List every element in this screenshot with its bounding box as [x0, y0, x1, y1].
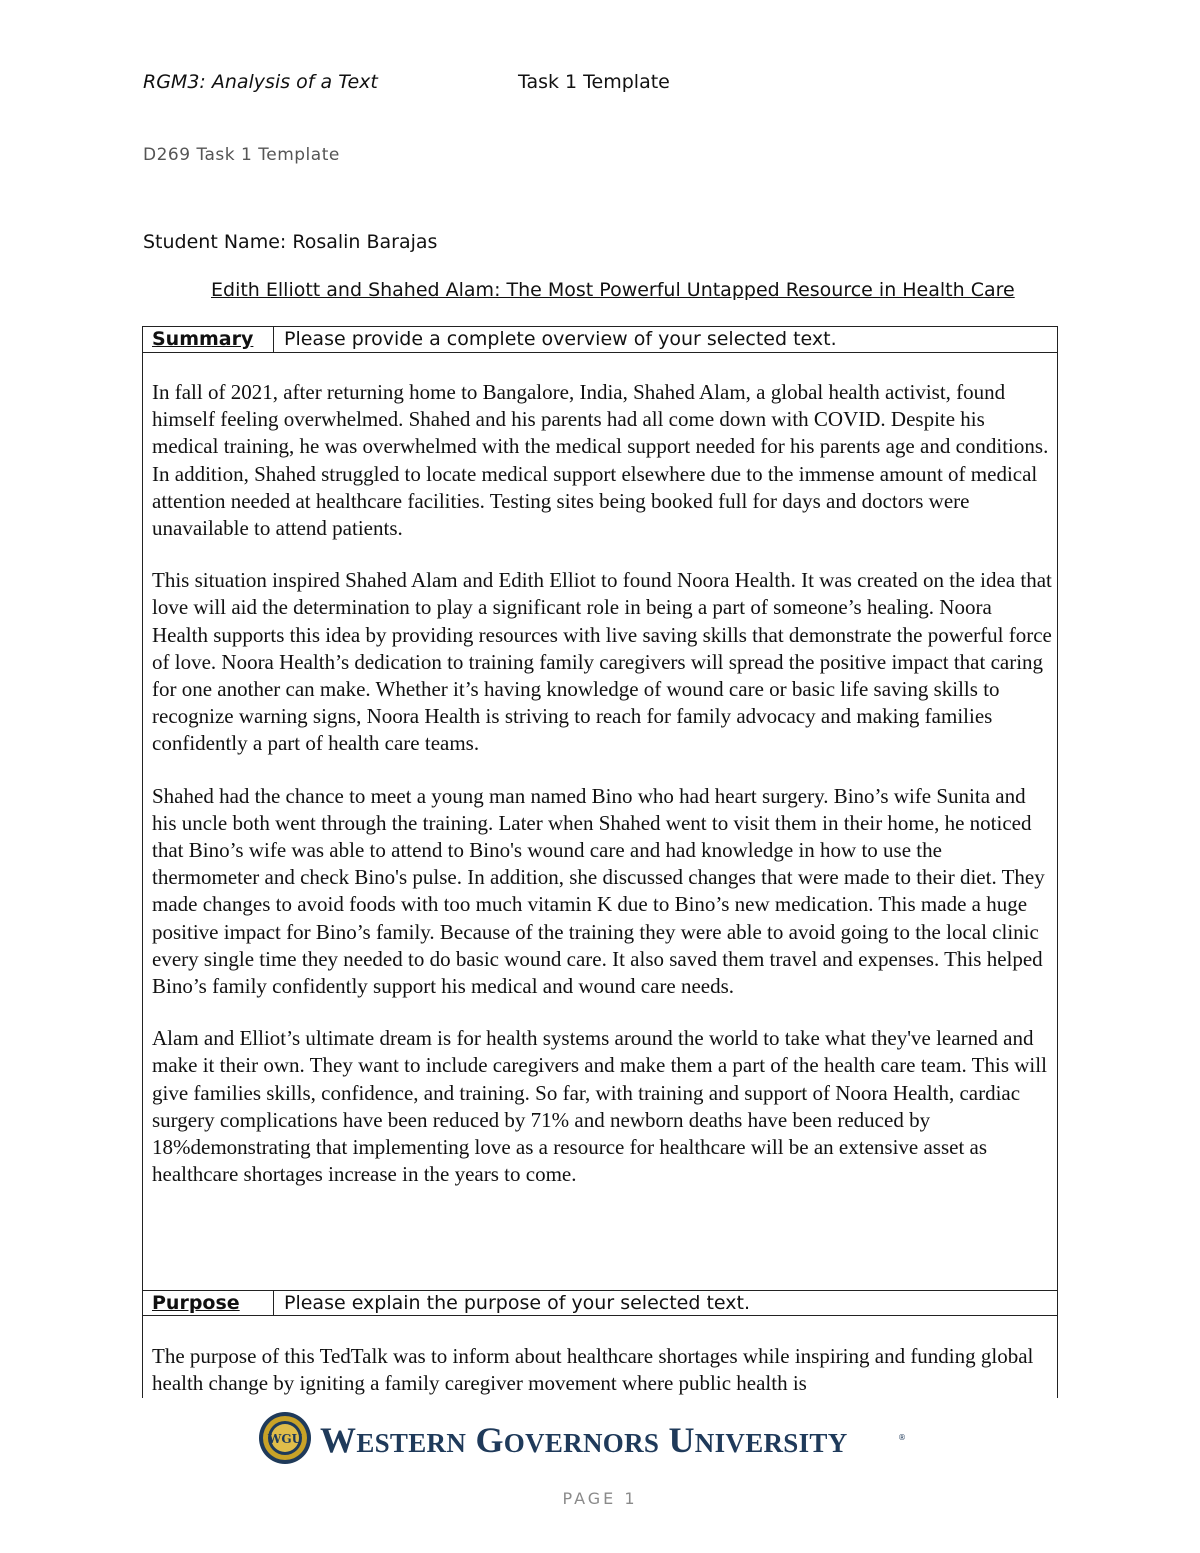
summary-paragraph: Alam and Elliot’s ultimate dream is for health systems around the world to take what they've learned and make it their own. They want to include caregivers and make them a part of the health care team. This will give families skills, confidence, and training. So far, with training and support of Noora Health, cardiac surgery complications have been reduced by 71% and newborn deaths have been reduced by 18%demonstrating that implementing love as a resource for healthcare will be an extensive asset as healthcare shortages increase in the years to come. [152, 1026, 1047, 1187]
document-title: Edith Elliott and Shahed Alam: The Most Powerful Untapped Resource in Health Care [211, 279, 1015, 301]
summary-paragraph: This situation inspired Shahed Alam and Edith Elliot to found Noora Health. It was created on the idea that love will aid the determination to play a significant role in being a part of someone’s healing. Noora Health supports this idea by providing resources with live saving skills that demonstrate the powerful force of love. Noora Health’s dedication to training family caregivers will spread the positive impact that caring for one another can make. Whether it’s having knowledge of wound care or basic life saving skills to recognize warning signs, Noora Health is striving to reach for family advocacy and making families confidently a part of health care teams. [152, 568, 1052, 756]
purpose-prompt: Please explain the purpose of your selected text. [284, 1292, 750, 1314]
summary-header-row [143, 327, 1057, 353]
purpose-body [152, 1343, 1052, 1398]
summary-label: Summary [152, 328, 254, 350]
header-divider [273, 327, 274, 352]
trademark-mark: ® [898, 1433, 906, 1442]
purpose-paragraph: The purpose of this TedTalk was to inform about healthcare shortages while inspiring and funding global health change by igniting a family caregiver movement where public health is [152, 1344, 1034, 1396]
student-name-label: Student Name: [143, 231, 287, 253]
purpose-header-row [143, 1290, 1057, 1316]
analysis-table [142, 326, 1058, 1398]
header-divider [273, 1291, 274, 1315]
summary-paragraph: In fall of 2021, after returning home to Bangalore, India, Shahed Alam, a global health activist, found himself feeling overwhelmed. Shahed and his parents had all come down with COVID. Despite his medical training, he was overwhelmed with the medical support needed for his parents age and conditions. In addition, Shahed struggled to locate medical support elsewhere due to the immense amount of medical attention needed at healthcare facilities. Testing sites being booked full for days and doctors were unavailable to attend patients. [152, 380, 1049, 541]
wgu-logo [258, 1411, 908, 1471]
summary-paragraph: Shahed had the chance to meet a young man named Bino who had heart surgery. Bino’s wife Sunita and his uncle both went through the training. Later when Shahed went to visit them in their home, he noticed that Bino’s wife was able to attend to Bino's wound care and had knowledge in how to use the thermometer and check Bino's pulse. In addition, she discussed changes that were made to their diet. They made changes to avoid foods with too much vitamin K due to Bino’s new medication. This made a huge positive impact for Bino’s family. Because of the training they were able to avoid going to the local clinic every single time they needed to do basic wound care. It also saved them travel and expenses. This helped Bino’s family confidently support his medical and wound care needs. [152, 783, 1045, 999]
summary-body [152, 379, 1052, 1213]
page-number: PAGE 1 [562, 1489, 638, 1508]
wgu-seal-icon [258, 1411, 312, 1465]
course-header: RGM3: Analysis of a Text [143, 71, 378, 93]
template-header: Task 1 Template [518, 71, 670, 93]
template-subtitle: D269 Task 1 Template [143, 145, 340, 165]
seal-text: WGU [267, 1432, 303, 1446]
student-name-line [143, 231, 437, 253]
wgu-wordmark: WESTERN GOVERNORS UNIVERSITY [320, 1420, 848, 1460]
summary-prompt: Please provide a complete overview of your selected text. [284, 328, 837, 350]
purpose-label: Purpose [152, 1292, 240, 1314]
student-name-value: Rosalin Barajas [292, 231, 438, 253]
